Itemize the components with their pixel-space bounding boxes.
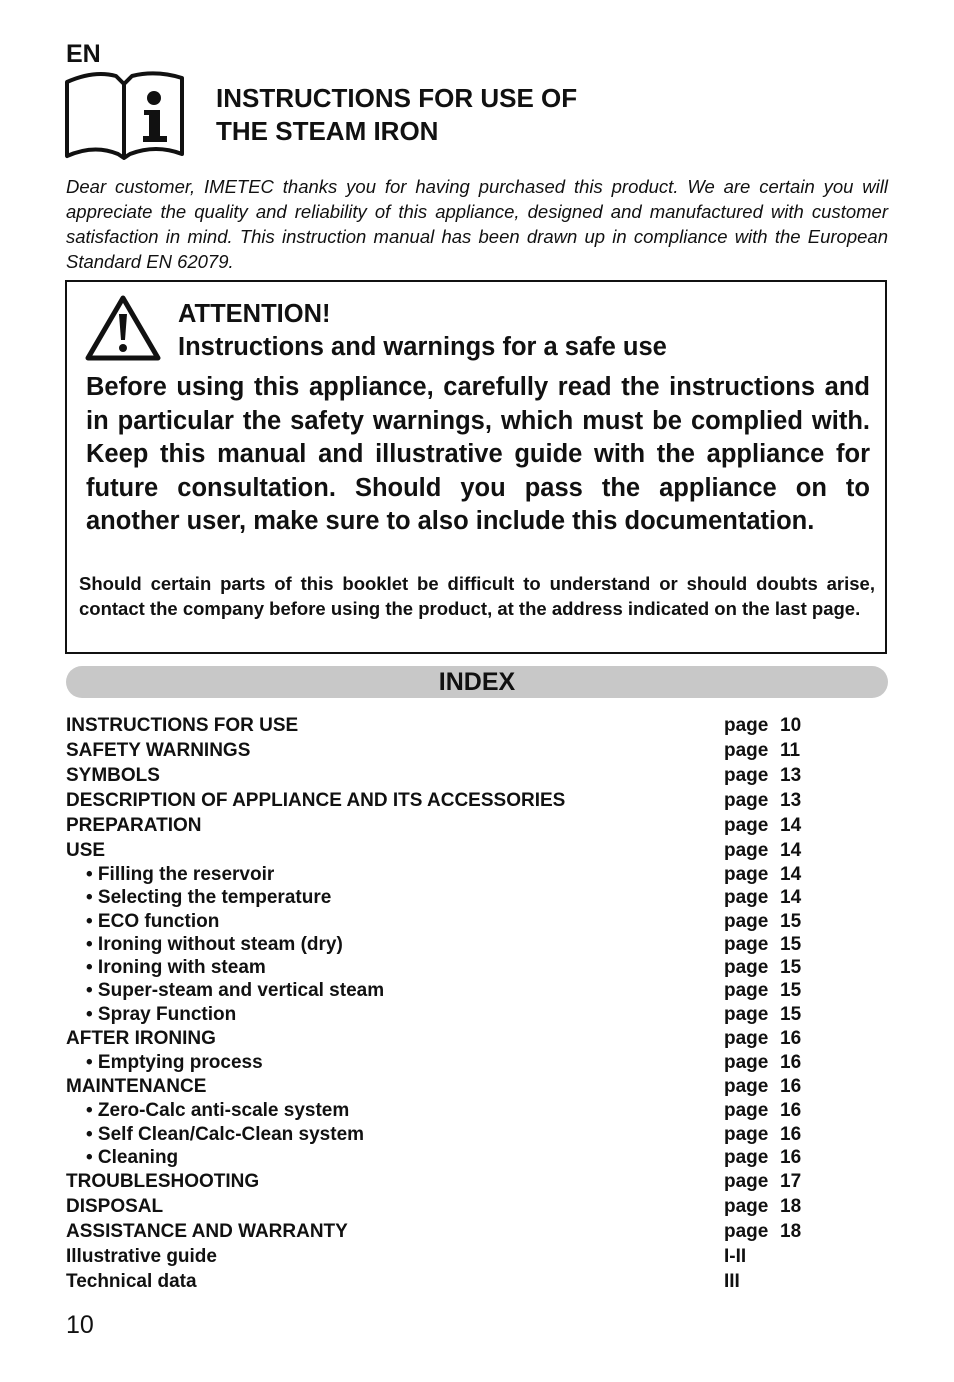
- index-page-number: 13: [780, 765, 802, 786]
- index-entry-label: • Self Clean/Calc-Clean system: [86, 1123, 365, 1145]
- index-page-word: page: [724, 864, 769, 885]
- index-heading: INDEX: [66, 666, 888, 698]
- index-entry-label: TROUBLESHOOTING: [66, 1171, 260, 1193]
- index-entry-page: [724, 1146, 801, 1169]
- index-page-word: page: [724, 1028, 769, 1050]
- index-entry-label: • Super-steam and vertical steam: [86, 980, 385, 1002]
- index-page-word: page: [724, 1100, 769, 1122]
- index-entry-page: [724, 1074, 801, 1099]
- index-page-number: 16: [780, 1052, 802, 1074]
- index-entry: [66, 1123, 826, 1146]
- index-page-number: 14: [780, 887, 802, 909]
- index-entry-page: [724, 863, 801, 886]
- index-page-number: I-II: [724, 1246, 747, 1268]
- index-page-number: 15: [780, 1003, 802, 1025]
- index-entry-page: [724, 956, 801, 979]
- index-page-number: III: [724, 1271, 740, 1293]
- index-page-number: 13: [780, 790, 802, 811]
- index-page-word: page: [724, 910, 769, 932]
- index-page-number: 16: [780, 1028, 802, 1050]
- index-entry-page: [724, 713, 801, 738]
- index-entry: [66, 863, 826, 886]
- index-page-word: page: [724, 715, 769, 736]
- index-entry-label: ASSISTANCE AND WARRANTY: [66, 1221, 348, 1243]
- index-entry-page: [724, 1244, 746, 1269]
- index-entry: [66, 1099, 826, 1122]
- index-page-word: page: [724, 887, 769, 909]
- language-code: EN: [66, 40, 101, 68]
- index-entry: [66, 1074, 826, 1099]
- index-entry-page: [724, 813, 801, 838]
- index-entry-page: [724, 910, 801, 933]
- index-page-number: 16: [780, 1146, 802, 1168]
- index-entry-page: [724, 1099, 801, 1122]
- index-page-number: 17: [780, 1171, 802, 1193]
- index-page-word: page: [724, 1052, 769, 1074]
- index-page-number: 14: [780, 864, 802, 885]
- page-number: 10: [66, 1311, 94, 1339]
- index-page-number: 15: [780, 933, 802, 955]
- index-entry-label: MAINTENANCE: [66, 1076, 207, 1098]
- index-page-number: 16: [780, 1100, 802, 1122]
- index-list: [66, 713, 826, 1294]
- index-entry-page: [724, 1219, 801, 1244]
- index-entry-label: DESCRIPTION OF APPLIANCE AND ITS ACCESSORIES: [66, 790, 566, 811]
- index-page-number: 15: [780, 957, 802, 979]
- index-page-number: 15: [780, 980, 802, 1002]
- index-entry-page: [724, 1194, 801, 1219]
- index-entry: [66, 1244, 826, 1269]
- index-entry-page: [724, 1123, 801, 1146]
- index-entry-label: AFTER IRONING: [66, 1028, 216, 1050]
- index-entry: [66, 1194, 826, 1219]
- index-page-word: page: [724, 840, 769, 861]
- index-entry-page: [724, 1003, 801, 1026]
- index-entry-page: [724, 788, 801, 813]
- index-entry-label: Technical data: [66, 1271, 197, 1293]
- index-entry: [66, 1026, 826, 1051]
- index-page-number: 15: [780, 910, 802, 932]
- index-page-word: page: [724, 1196, 769, 1218]
- warning-heading: ATTENTION!: [178, 300, 331, 328]
- index-entry: [66, 979, 826, 1002]
- index-page-number: 16: [780, 1123, 802, 1145]
- index-entry-label: • ECO function: [86, 910, 220, 932]
- index-page-number: 18: [780, 1221, 802, 1243]
- index-entry: [66, 1269, 826, 1294]
- index-entry-label: USE: [66, 840, 106, 861]
- index-entry: [66, 713, 826, 738]
- index-entry-label: • Emptying process: [86, 1052, 263, 1074]
- index-page-number: 14: [780, 815, 802, 836]
- warning-text: Before using this appliance, carefully read the instructions and in particular the safety warnings, which must be complied with. Keep this manual and illustrative guide with the appliance for future consultation. Should you pass the appliance on to another user, make sure to also include this documentation.: [86, 373, 870, 536]
- index-entry-label: SAFETY WARNINGS: [66, 740, 251, 761]
- index-entry-page: [724, 838, 801, 863]
- index-entry: [66, 738, 826, 763]
- index-entry: [66, 933, 826, 956]
- index-page-word: page: [724, 1221, 769, 1243]
- index-page-word: page: [724, 1123, 769, 1145]
- index-entry: [66, 1146, 826, 1169]
- index-entry-label: INSTRUCTIONS FOR USE: [66, 715, 299, 736]
- index-entry-label: DISPOSAL: [66, 1196, 164, 1218]
- index-entry-label: PREPARATION: [66, 815, 202, 836]
- title-line-2: THE STEAM IRON: [216, 116, 439, 146]
- index-page-word: page: [724, 1003, 769, 1025]
- index-page-word: page: [724, 790, 769, 811]
- index-entry-page: [724, 979, 801, 1002]
- index-page-number: 16: [780, 1076, 802, 1098]
- index-entry: [66, 1051, 826, 1074]
- index-entry-label: • Spray Function: [86, 1003, 237, 1025]
- index-page-word: page: [724, 1171, 769, 1193]
- index-entry: [66, 910, 826, 933]
- index-entry-page: [724, 1269, 740, 1294]
- index-page-number: 14: [780, 840, 802, 861]
- index-entry-page: [724, 763, 801, 788]
- index-page-number: 18: [780, 1196, 802, 1218]
- warning-note: Should certain parts of this booklet be difficult to understand or should doubts arise, contact the company before using the product, at the address indicated on the last page.: [79, 573, 875, 619]
- index-entry: [66, 813, 826, 838]
- index-entry: [66, 886, 826, 909]
- index-page-number: 10: [780, 715, 802, 736]
- index-entry-label: • Cleaning: [86, 1146, 179, 1168]
- index-entry-label: • Zero-Calc anti-scale system: [86, 1100, 350, 1122]
- index-page-word: page: [724, 815, 769, 836]
- index-page-word: page: [724, 1146, 769, 1168]
- index-entry-label: • Ironing without steam (dry): [86, 933, 343, 955]
- index-page-word: page: [724, 765, 769, 786]
- index-entry: [66, 1219, 826, 1244]
- index-page-word: page: [724, 1076, 769, 1098]
- index-entry-label: • Ironing with steam: [86, 957, 266, 979]
- index-entry-label: • Selecting the temperature: [86, 887, 332, 909]
- index-entry: [66, 956, 826, 979]
- title-line-1: INSTRUCTIONS FOR USE OF: [216, 83, 578, 113]
- index-page-word: page: [724, 957, 769, 979]
- index-entry: [66, 1169, 826, 1194]
- index-entry: [66, 788, 826, 813]
- index-entry-page: [724, 886, 801, 909]
- warning-triangle-icon: [85, 294, 161, 362]
- index-entry: [66, 838, 826, 863]
- index-entry-label: Illustrative guide: [66, 1246, 217, 1268]
- info-book-icon: [64, 70, 186, 160]
- index-page-number: 11: [780, 740, 801, 761]
- intro-paragraph: Dear customer, IMETEC thanks you for having purchased this product. We are certain you will appreciate the quality and reliability of this appliance, designed and manufactured with customer satisfaction in mind. This instruction manual has been drawn up in compliance with the European Standard EN 62079.: [66, 176, 888, 272]
- index-entry: [66, 763, 826, 788]
- index-entry-page: [724, 933, 801, 956]
- safety-warning-box: [65, 280, 887, 654]
- index-entry-page: [724, 1051, 801, 1074]
- index-page-word: page: [724, 740, 769, 761]
- index-entry-page: [724, 738, 800, 763]
- index-entry-page: [724, 1169, 801, 1194]
- page-title: [216, 82, 577, 148]
- index-entry-label: • Filling the reservoir: [86, 864, 275, 885]
- index-entry-page: [724, 1026, 801, 1051]
- index-page-word: page: [724, 980, 769, 1002]
- warning-subheading: Instructions and warnings for a safe use: [178, 333, 667, 361]
- index-entry: [66, 1003, 826, 1026]
- index-entry-label: SYMBOLS: [66, 765, 160, 786]
- index-page-word: page: [724, 933, 769, 955]
